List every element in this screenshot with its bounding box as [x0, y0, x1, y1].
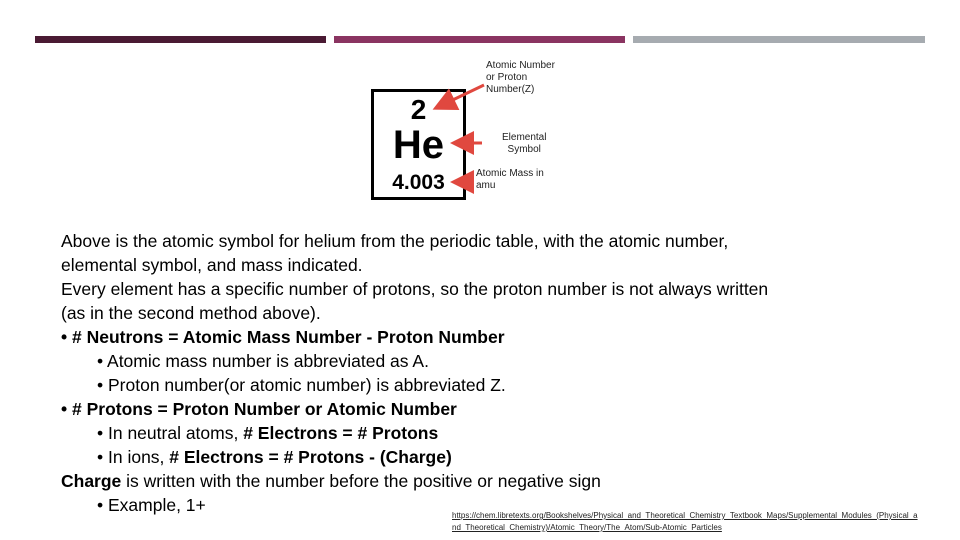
neutrons-heading: • # Neutrons = Atomic Mass Number - Proton Number: [61, 327, 505, 347]
source-link[interactable]: https://chem.libretexts.org/Bookshelves/Physical_and_Theoretical_Chemistry_Textbook_Maps/Supplemental_Modules_(Physical_and_Theoretical_Chemistry)/Atomic_Theory/The_Atom/Sub-Atomic_Particles: [452, 511, 918, 532]
header-bar-gray: [633, 36, 925, 43]
ions-equation: # Electrons = # Protons - (Charge): [169, 447, 452, 467]
ions-prefix: • In ions,: [97, 447, 170, 467]
paragraph-2-line-1: Every element has a specific number of protons, so the proton number is not always written: [61, 279, 769, 299]
charge-description: is written with the number before the positive or negative sign: [121, 471, 601, 491]
header-bar-magenta: [334, 36, 625, 43]
header-bar-dark: [35, 36, 326, 43]
neutrons-bullet-2: • Proton number(or atomic number) is abbreviated Z.: [97, 375, 506, 395]
ions-bullet: [61, 445, 881, 469]
atomic-number: 2: [410, 94, 427, 125]
paragraph-1-line-1: Above is the atomic symbol for helium from the periodic table, with the atomic number,: [61, 231, 729, 251]
neutrons-bullet-1: • Atomic mass number is abbreviated as A.: [97, 351, 429, 371]
label-atomic-mass: Atomic Mass in amu: [476, 168, 544, 191]
arrow-atomic-number: [438, 85, 484, 107]
slide-body: [61, 229, 881, 517]
helium-symbol-figure: [360, 55, 600, 205]
neutral-atoms-bullet: [61, 421, 881, 445]
charge-line: [61, 469, 881, 493]
element-symbol: He: [392, 123, 445, 167]
label-elemental-symbol: Elemental Symbol: [502, 132, 547, 155]
paragraph-1-line-2: elemental symbol, and mass indicated.: [61, 255, 363, 275]
paragraph-2-line-2: (as in the second method above).: [61, 303, 321, 323]
charge-term: Charge: [61, 471, 122, 491]
protons-heading: • # Protons = Proton Number or Atomic Number: [61, 399, 457, 419]
neutral-atoms-prefix: • In neutral atoms,: [97, 423, 244, 443]
atomic-mass: 4.003: [392, 171, 445, 194]
label-atomic-number: Atomic Number or Proton Number(Z): [486, 60, 555, 95]
neutral-atoms-equation: # Electrons = # Protons: [243, 423, 439, 443]
example-bullet: • Example, 1+: [97, 495, 206, 515]
